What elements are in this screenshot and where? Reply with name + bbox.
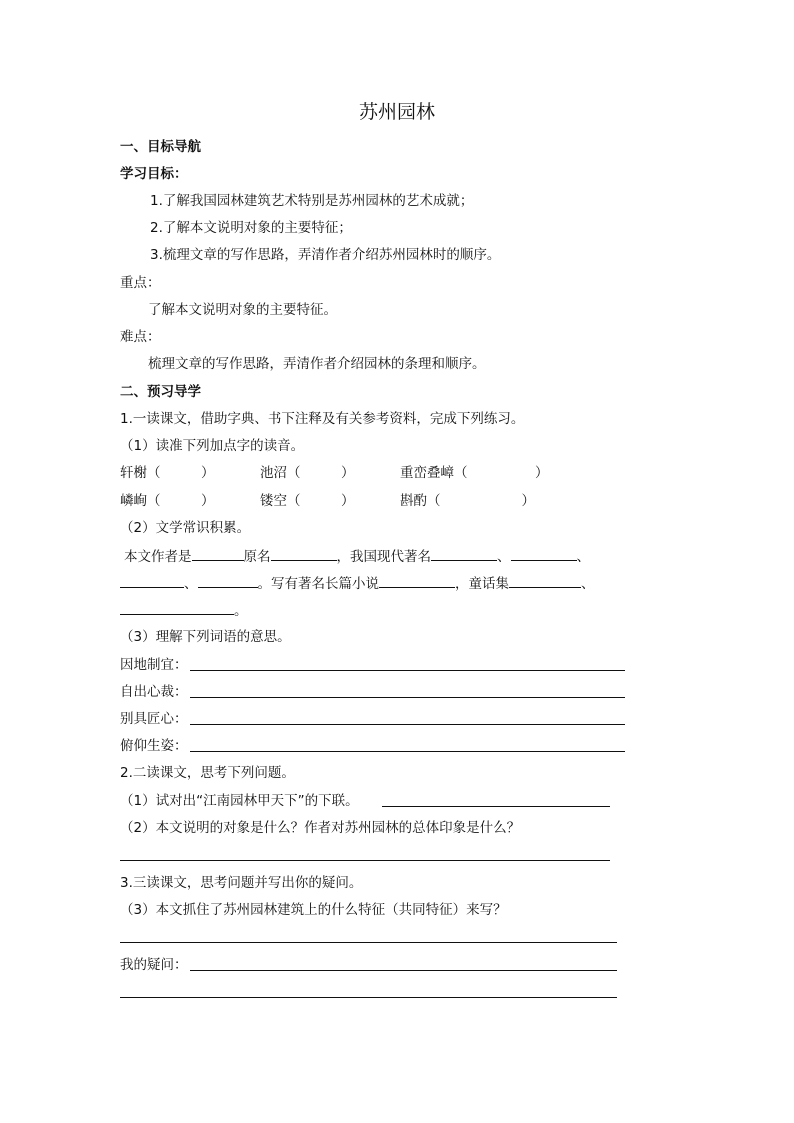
term-row (120, 735, 630, 757)
answer-line[interactable] (190, 670, 625, 671)
pron-item: 斟酌（ ） (400, 493, 535, 509)
pronunciation-row-2 (120, 490, 630, 512)
term-row (120, 681, 630, 703)
goal-item-2: 2.了解本文说明对象的主要特征； (150, 220, 352, 236)
term-label: 自出心裁： (120, 684, 188, 700)
question-2: 2.二读课文，思考下列问题。 (120, 765, 295, 781)
blank-fairy-tales[interactable] (509, 572, 581, 588)
term-row (120, 654, 630, 676)
difficulty-label: 难点： (120, 329, 161, 345)
literature-line-3: 。 (120, 599, 630, 621)
answer-line[interactable] (190, 724, 625, 725)
blank-author[interactable] (192, 545, 244, 561)
blank-role-1[interactable] (431, 545, 497, 561)
pron-item: 重峦叠嶂（ ） (400, 465, 549, 481)
question-1: 1.一读课文，借助字典、书下注释及有关参考资料，完成下列练习。 (120, 411, 525, 427)
blank-original-name[interactable] (271, 545, 337, 561)
doubt-label: 我的疑问： (120, 957, 188, 973)
section-heading-preview: 二、预习导学 (120, 384, 201, 400)
answer-line[interactable] (190, 970, 617, 971)
pron-item: 轩榭（ ） (120, 465, 215, 481)
question-1-3: （3）理解下列词语的意思。 (120, 629, 291, 645)
answer-line[interactable] (190, 751, 625, 752)
question-2-2: （2）本文说明的对象是什么？作者对苏州园林的总体印象是什么？ (120, 820, 521, 836)
key-point-text: 了解本文说明对象的主要特征。 (148, 302, 337, 318)
answer-line[interactable] (120, 860, 610, 861)
question-2-1: （1）试对出“江南园林甲天下”的下联。 (120, 793, 359, 809)
goal-item-3: 3.梳理文章的写作思路，弄清作者介绍苏州园林时的顺序。 (150, 247, 501, 263)
term-row (120, 708, 630, 730)
literature-line-1: 本文作者是 原名 ，我国现代著名 、 、 (124, 545, 634, 567)
term-label: 因地制宜： (120, 657, 188, 673)
blank-novel[interactable] (379, 572, 455, 588)
page-title: 苏州园林 (358, 101, 435, 123)
section-heading-goals: 一、目标导航 (120, 139, 201, 155)
blank-role-4[interactable] (198, 572, 258, 588)
pron-item: 嶙峋（ ） (120, 493, 215, 509)
answer-line[interactable] (120, 942, 617, 943)
doubt-row (120, 954, 630, 976)
blank-role-2[interactable] (511, 545, 577, 561)
term-label: 别具匠心： (120, 711, 188, 727)
question-3-3: （3）本文抓住了苏州园林建筑上的什么特征（共同特征）来写？ (120, 902, 507, 918)
pron-item: 镂空（ ） (260, 493, 355, 509)
pronunciation-row-1 (120, 462, 630, 484)
literature-line-2: 、 。写有著名长篇小说 ，童话集 、 (120, 572, 630, 594)
key-point-label: 重点： (120, 275, 161, 291)
answer-line[interactable] (190, 697, 625, 698)
answer-line[interactable] (382, 806, 610, 807)
difficulty-text: 梳理文章的写作思路，弄清作者介绍园林的条理和顺序。 (148, 356, 486, 372)
answer-line[interactable] (120, 997, 617, 998)
blank-fairy-tales-2[interactable] (120, 599, 234, 615)
blank-role-3[interactable] (120, 572, 184, 588)
question-1-1: （1）读准下列加点字的读音。 (120, 438, 305, 454)
term-label: 俯仰生姿： (120, 738, 188, 754)
goal-item-1: 1.了解我国园林建筑艺术特别是苏州园林的艺术成就； (150, 193, 474, 209)
goals-label: 学习目标： (120, 166, 188, 182)
question-3: 3.三读课文，思考问题并写出你的疑问。 (120, 875, 363, 891)
pron-item: 池沼（ ） (260, 465, 355, 481)
question-1-2: （2）文学常识积累。 (120, 520, 251, 536)
